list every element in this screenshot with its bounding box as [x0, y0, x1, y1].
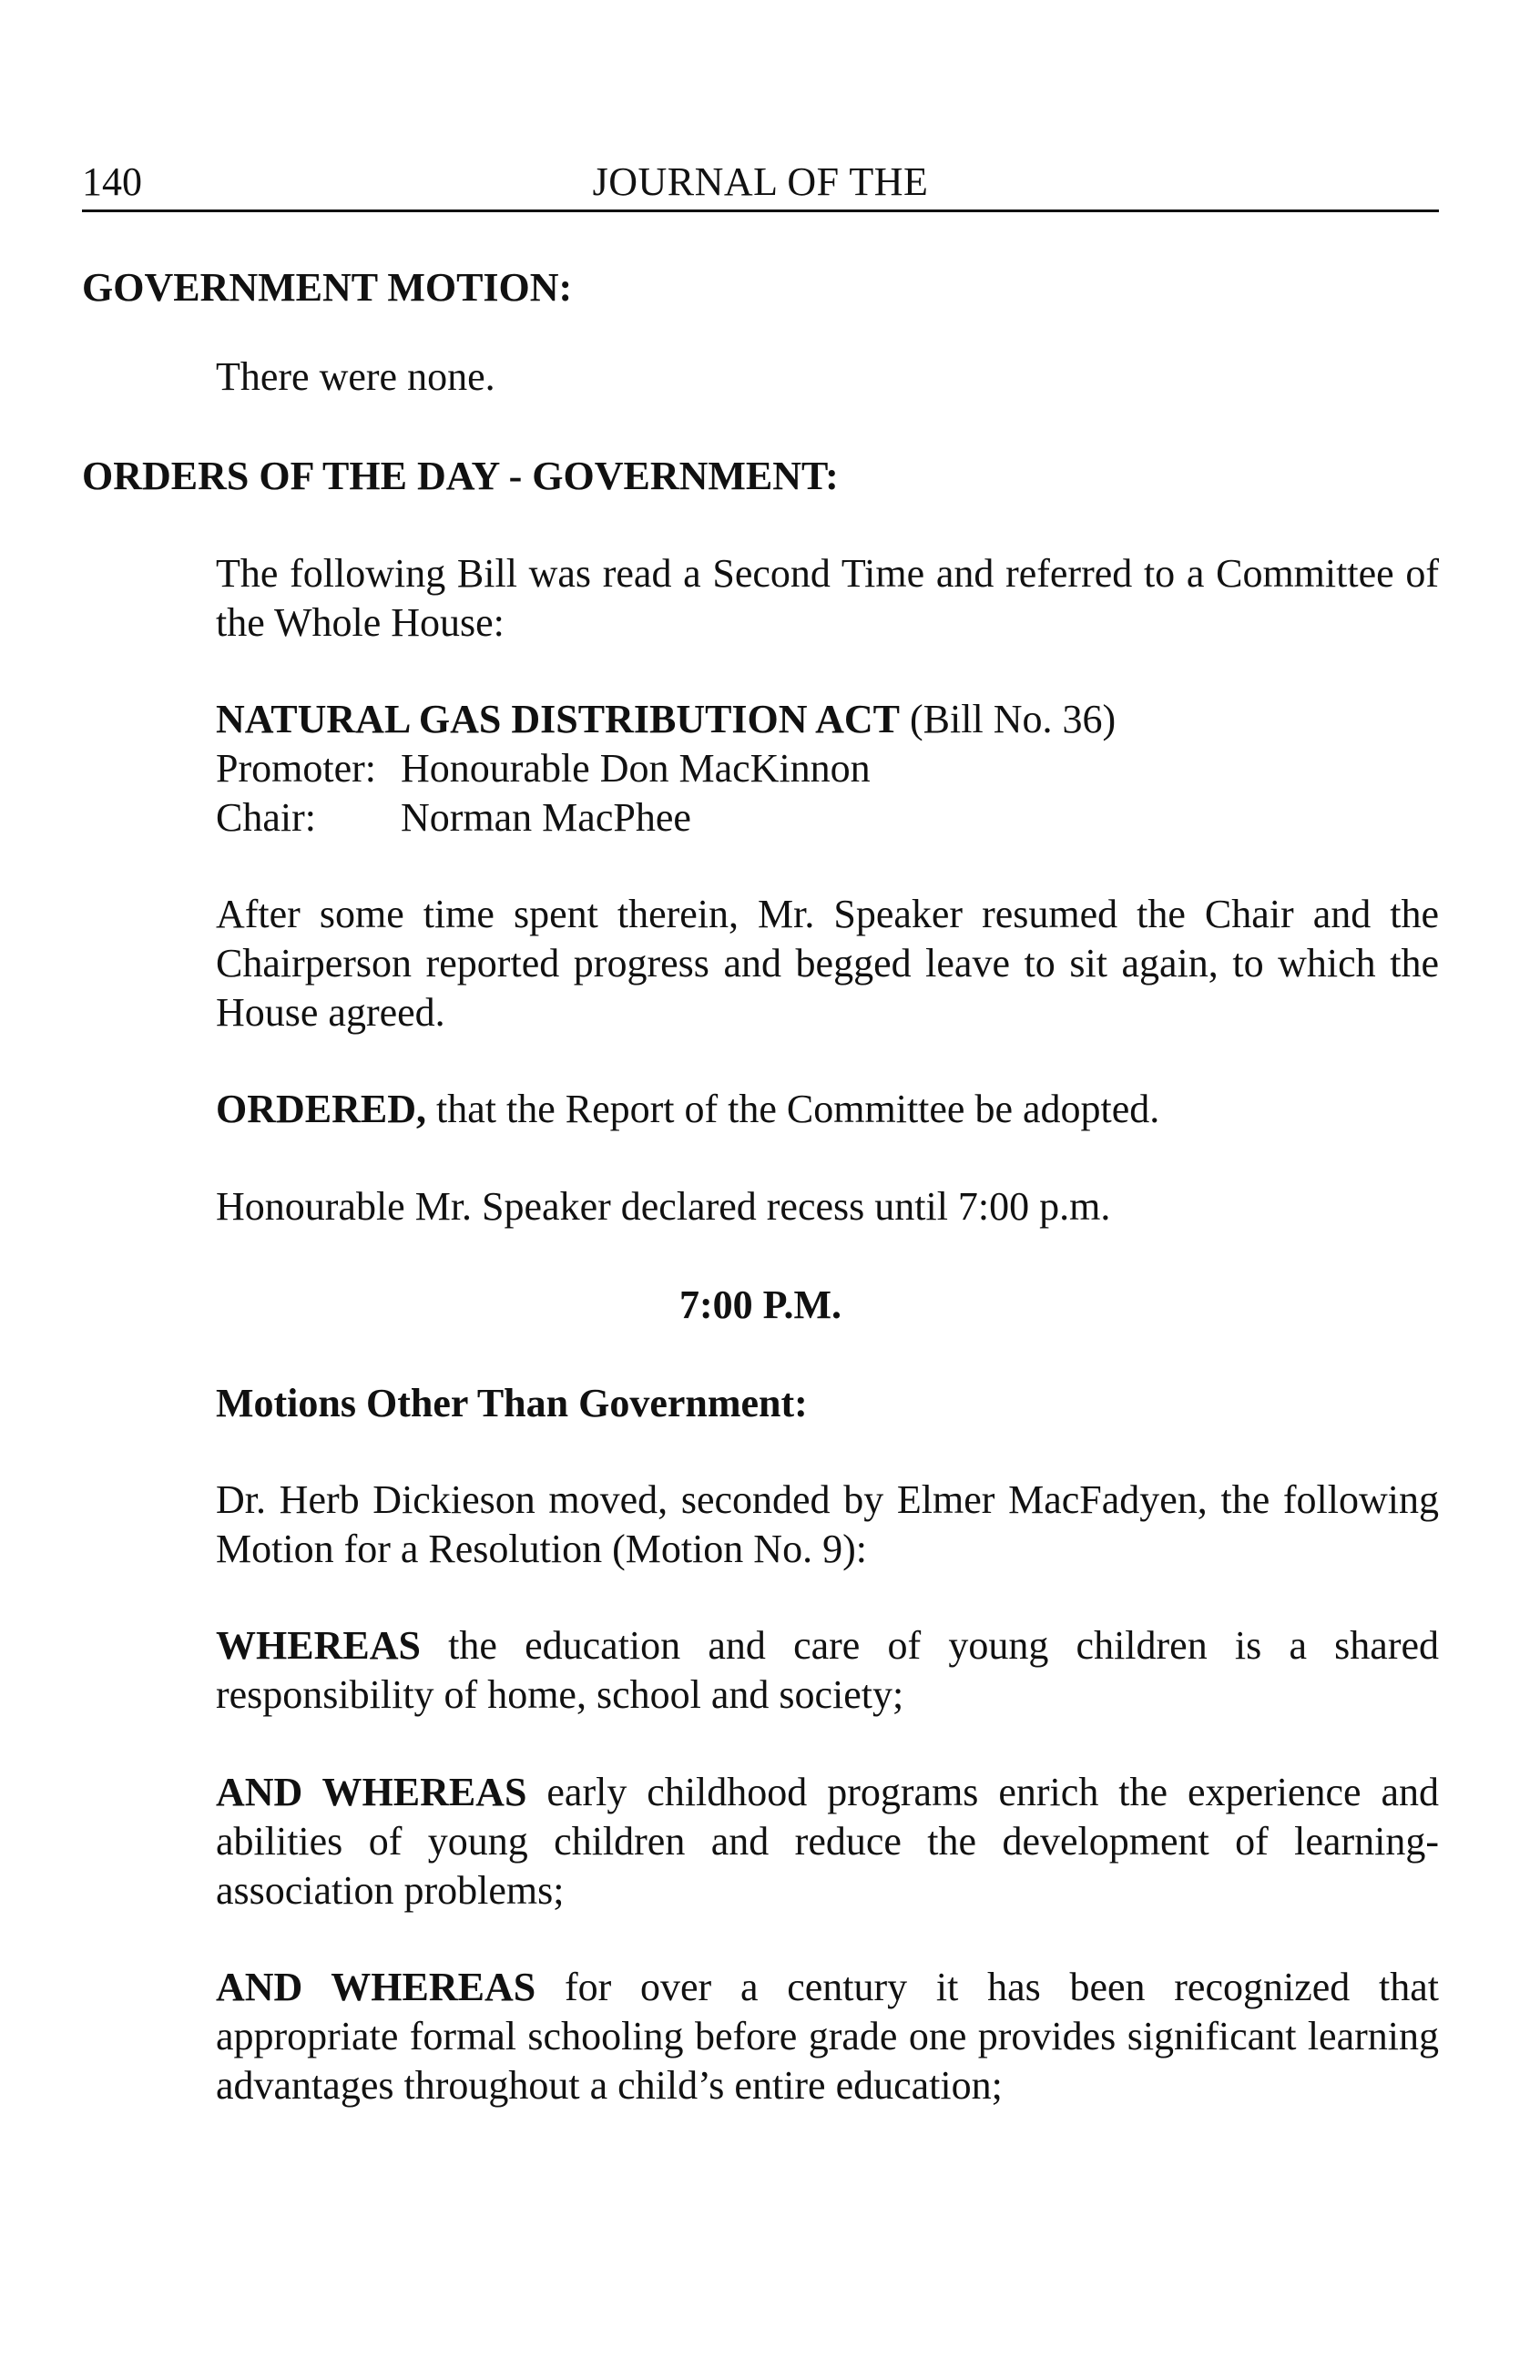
ordered-paragraph — [216, 1085, 1439, 1134]
recess-paragraph: Honourable Mr. Speaker declared recess until 7:00 p.m. — [216, 1184, 1111, 1229]
bill-number: (Bill No. 36) — [910, 697, 1117, 741]
whereas-3-label: AND WHEREAS — [216, 1965, 536, 2009]
bill-title: NATURAL GAS DISTRIBUTION ACT — [216, 697, 901, 741]
promoter-label: Promoter: — [216, 746, 376, 791]
bill-referral-paragraph: The following Bill was read a Second Time and referred to a Committee of the Whole House: — [216, 551, 1439, 645]
whereas-3-text: for over a century it has been recognized that appropriate formal schooling before grade one provides significant learning advantages throughout a child’s entire education; — [216, 1965, 1439, 2108]
page-header — [82, 155, 1439, 212]
motion-intro-paragraph: Dr. Herb Dickieson moved, seconded by Elmer MacFadyen, the following Motion for a Resolution (Motion No. 9): — [216, 1477, 1439, 1571]
chair-value: Norman MacPhee — [401, 795, 691, 840]
page-number: 140 — [82, 159, 142, 204]
time-heading: 7:00 P.M. — [678, 1282, 842, 1327]
whereas-2-label: AND WHEREAS — [216, 1770, 527, 1814]
ordered-text: that the Report of the Committee be adopted. — [436, 1087, 1160, 1131]
running-head: JOURNAL OF THE — [592, 159, 929, 204]
orders-of-the-day-heading: ORDERS OF THE DAY - GOVERNMENT: — [82, 454, 839, 498]
government-motion-heading: GOVERNMENT MOTION: — [82, 265, 573, 310]
whereas-clause-3 — [216, 1963, 1439, 2110]
whereas-1-text: the education and care of young children is a shared responsibility of home, school and society; — [216, 1623, 1439, 1717]
whereas-2-text: early childhood programs enrich the experience and abilities of young children and reduce the development of learning-association problems; — [216, 1770, 1439, 1913]
committee-report-paragraph: After some time spent therein, Mr. Speaker resumed the Chair and the Chairperson reported progress and begged leave to sit again, to which the House agreed. — [216, 892, 1439, 1035]
chair-label: Chair: — [216, 795, 316, 840]
whereas-1-label: WHEREAS — [216, 1623, 421, 1668]
promoter-value: Honourable Don MacKinnon — [401, 746, 871, 791]
motions-other-than-government-heading: Motions Other Than Government: — [216, 1381, 808, 1425]
chair-line — [216, 793, 1439, 843]
whereas-clause-2 — [216, 1768, 1439, 1915]
promoter-line — [216, 744, 1439, 793]
ordered-label: ORDERED, — [216, 1087, 427, 1131]
government-motion-text: There were none. — [216, 354, 495, 399]
whereas-clause-1 — [216, 1621, 1439, 1720]
bill-title-line — [216, 695, 1439, 744]
